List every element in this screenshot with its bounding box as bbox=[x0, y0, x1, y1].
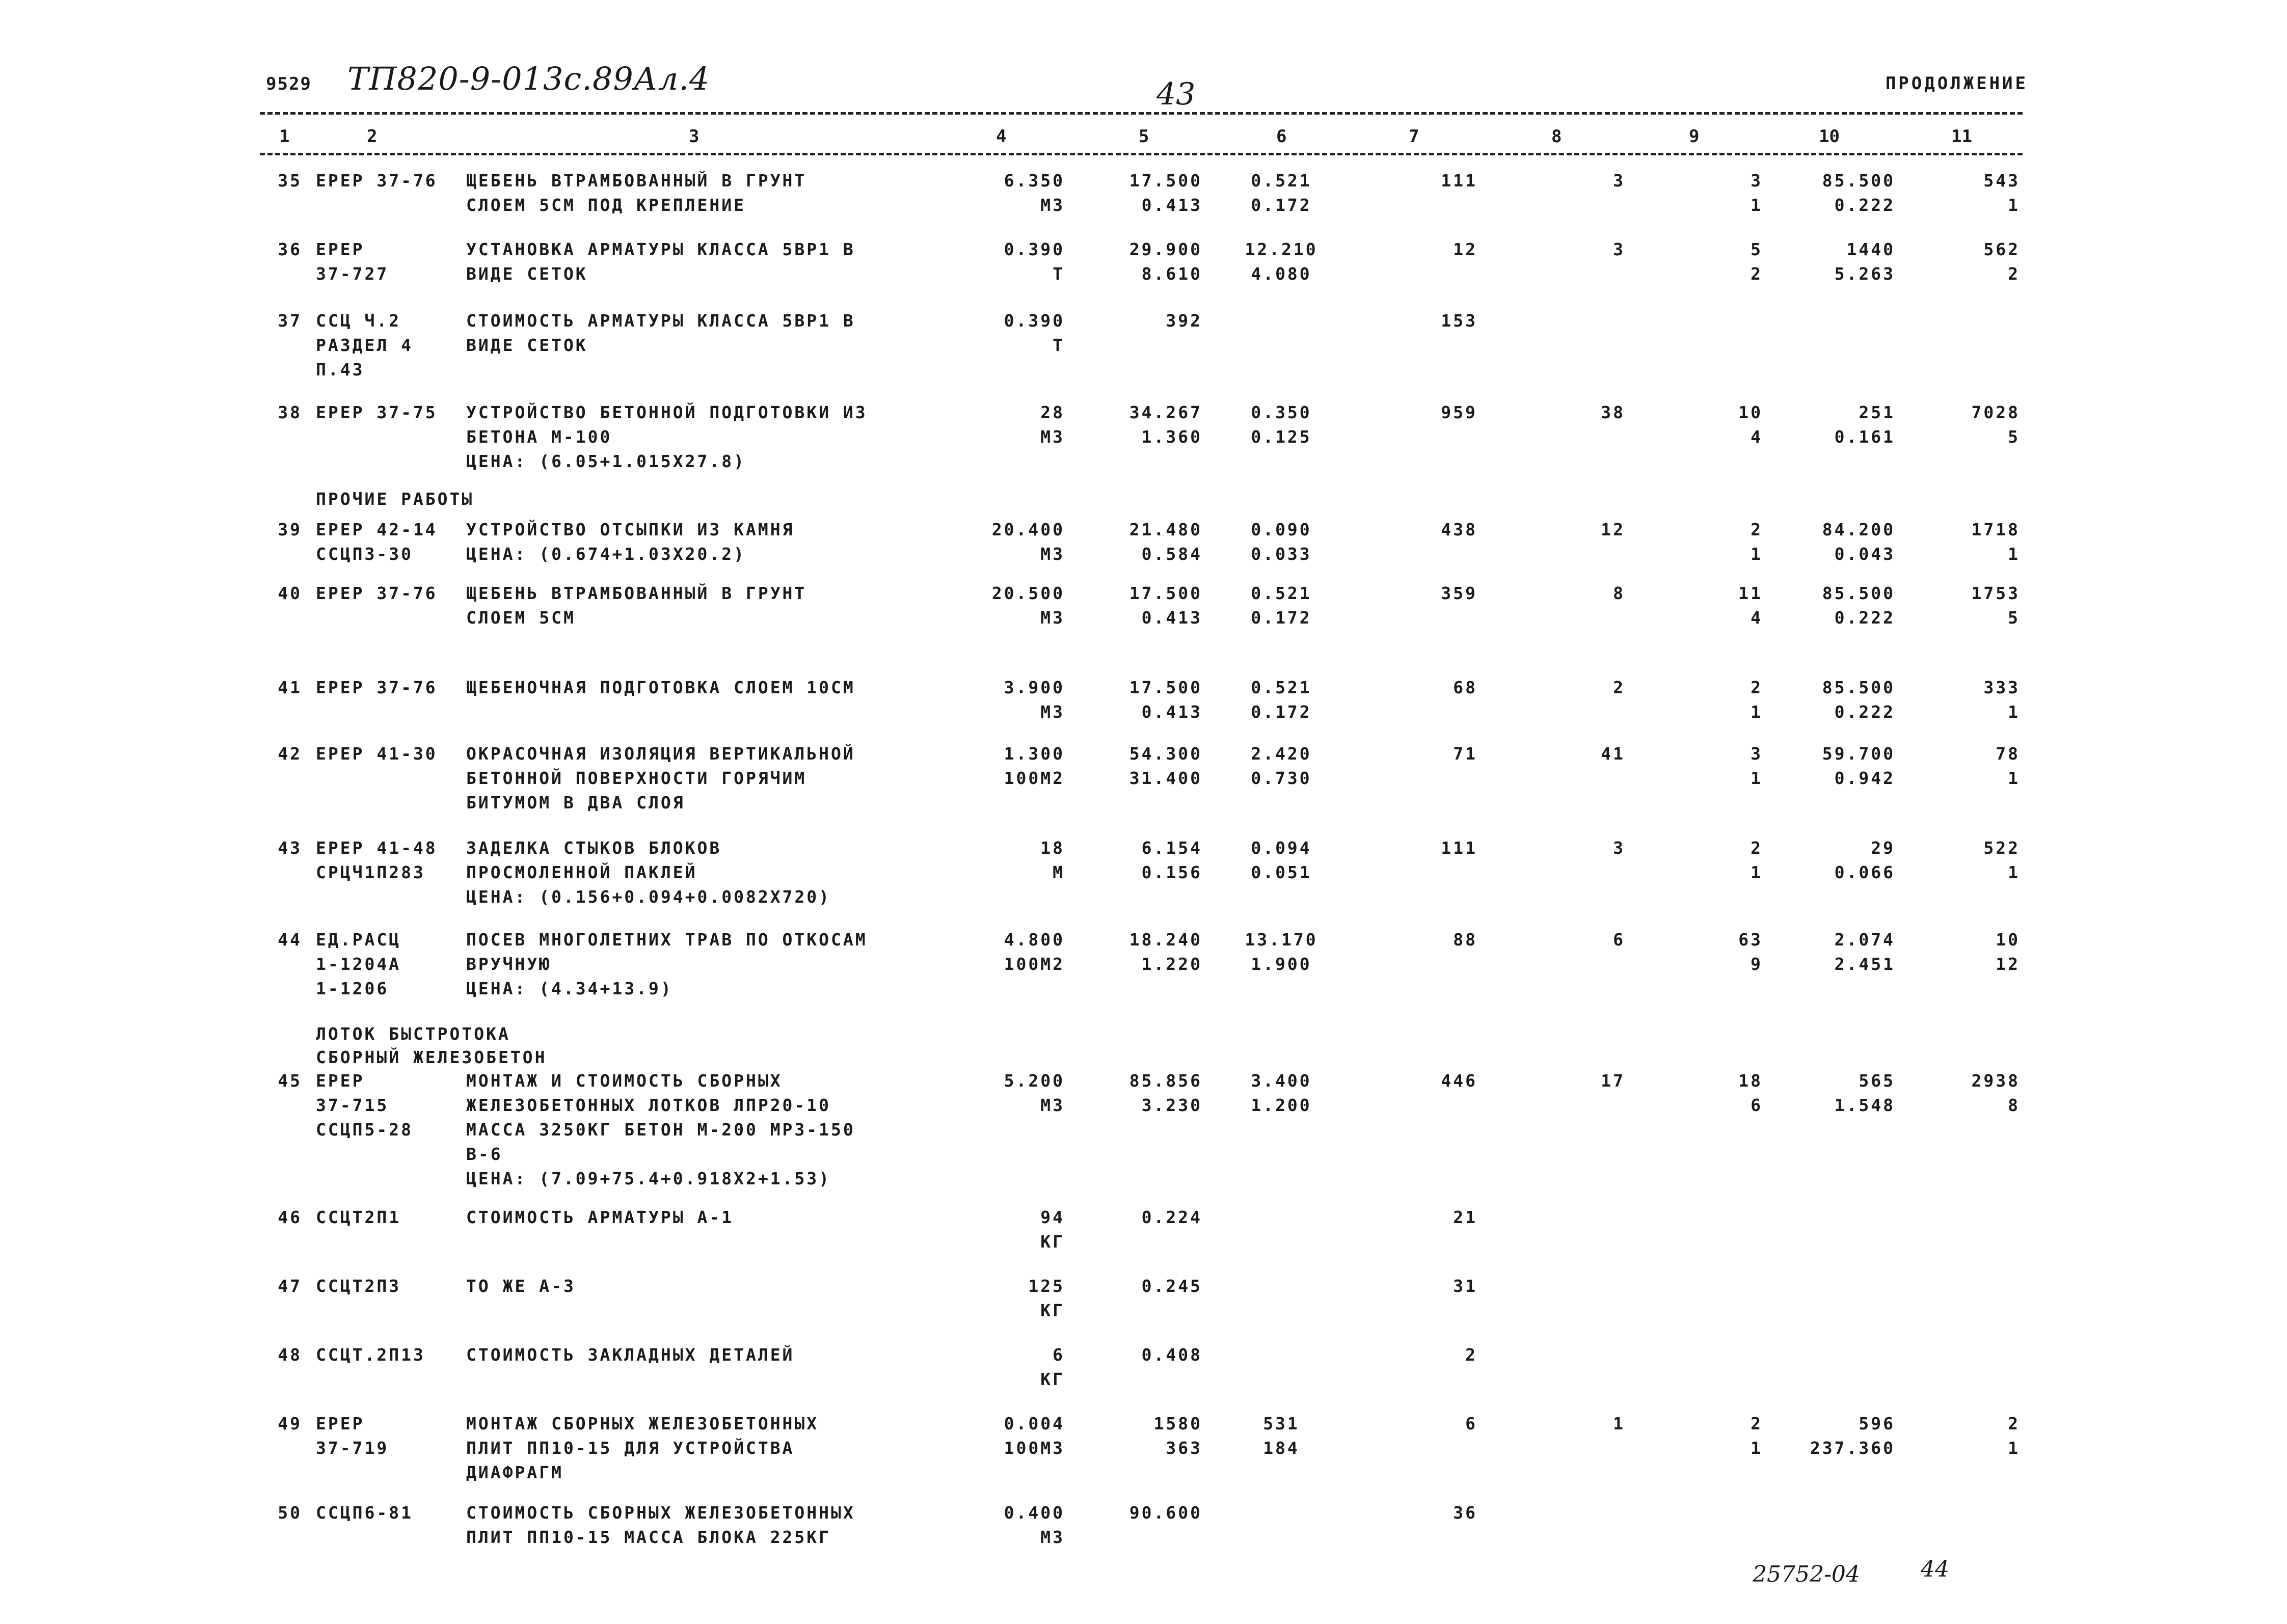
row-value-c8: 17 bbox=[1601, 1071, 1625, 1091]
row-description: ПЛИТ ПП10-15 ДЛЯ УСТРОЙСТВА bbox=[466, 1438, 795, 1458]
row-value-c9: 4 bbox=[1751, 608, 1763, 628]
row-value-c9: 1 bbox=[1751, 195, 1763, 215]
row-value-c6: 0.094 bbox=[1251, 838, 1312, 858]
row-value-c4: 3.900 bbox=[1004, 678, 1065, 697]
row-value-c4: 20.400 bbox=[991, 520, 1065, 539]
row-value-c7: 2 bbox=[1465, 1345, 1477, 1365]
row-value-c5: 1580 bbox=[1153, 1414, 1202, 1433]
row-description: ПРОСМОЛЕННОЙ ПАКЛЕЙ bbox=[466, 862, 697, 882]
row-number: 50 bbox=[278, 1503, 302, 1523]
row-norm-code: ЕРЕР 37-76 bbox=[316, 583, 438, 603]
row-value-c6: 0.350 bbox=[1251, 402, 1312, 422]
row-value-c7: 36 bbox=[1453, 1503, 1477, 1523]
row-value-c11: 7028 bbox=[1971, 402, 2020, 422]
row-value-c6: 0.172 bbox=[1251, 608, 1312, 628]
row-value-c11: 5 bbox=[2008, 427, 2020, 447]
row-value-c9: 4 bbox=[1751, 427, 1763, 447]
row-value-c5: 18.240 bbox=[1129, 930, 1202, 950]
row-value-c4: 1.300 bbox=[1004, 744, 1065, 764]
row-description: ЦЕНА: (4.34+13.9) bbox=[466, 979, 673, 998]
row-value-c4: М3 bbox=[1040, 608, 1065, 628]
row-value-c6: 531 bbox=[1263, 1414, 1300, 1433]
row-value-c4: М bbox=[1053, 862, 1065, 882]
row-value-c5: 17.500 bbox=[1129, 678, 1202, 697]
row-number: 39 bbox=[278, 520, 302, 539]
row-value-c8: 3 bbox=[1613, 239, 1625, 259]
row-value-c9: 2 bbox=[1751, 838, 1763, 858]
row-value-c10: 5.263 bbox=[1834, 264, 1895, 284]
row-value-c5: 85.856 bbox=[1129, 1071, 1202, 1091]
row-value-c5: 1.360 bbox=[1141, 427, 1202, 447]
row-value-c7: 71 bbox=[1453, 744, 1477, 764]
row-value-c8: 3 bbox=[1613, 838, 1625, 858]
row-value-c6: 0.521 bbox=[1251, 171, 1312, 191]
row-value-c9: 3 bbox=[1751, 171, 1763, 191]
row-value-c8: 38 bbox=[1601, 402, 1625, 422]
row-norm-code: ЕРЕР 37-76 bbox=[316, 171, 438, 191]
row-number: 38 bbox=[278, 402, 302, 422]
row-value-c4: 0.400 bbox=[1004, 1503, 1065, 1523]
row-value-c6: 12.210 bbox=[1245, 239, 1318, 259]
row-value-c10: 29 bbox=[1871, 838, 1895, 858]
row-description: СЛОЕМ 5СМ ПОД КРЕПЛЕНИЕ bbox=[466, 195, 746, 215]
row-description: СТОИМОСТЬ АРМАТУРЫ КЛАССА 5ВР1 В bbox=[466, 311, 855, 331]
row-number: 46 bbox=[278, 1207, 302, 1227]
row-norm-code: 37-715 bbox=[316, 1095, 389, 1115]
row-value-c10: 84.200 bbox=[1822, 520, 1895, 539]
row-norm-code: ССЦТ.2П13 bbox=[316, 1345, 425, 1365]
row-description: ЖЕЛЕЗОБЕТОННЫХ ЛОТКОВ ЛПР20-10 bbox=[466, 1095, 831, 1115]
row-value-c5: 29.900 bbox=[1129, 239, 1202, 259]
row-value-c9: 2 bbox=[1751, 520, 1763, 539]
row-value-c4: 5.200 bbox=[1004, 1071, 1065, 1091]
row-value-c4: 6.350 bbox=[1004, 171, 1065, 191]
row-description: ПОСЕВ МНОГОЛЕТНИХ ТРАВ ПО ОТКОСАМ bbox=[466, 930, 868, 950]
row-value-c7: 12 bbox=[1453, 239, 1477, 259]
row-value-c10: 0.222 bbox=[1834, 195, 1895, 215]
row-value-c4: 4.800 bbox=[1004, 930, 1065, 950]
row-value-c10: 1440 bbox=[1846, 239, 1895, 259]
row-value-c10: 85.500 bbox=[1822, 678, 1895, 697]
row-value-c6: 0.172 bbox=[1251, 195, 1312, 215]
row-norm-code: ЕРЕР bbox=[316, 1414, 365, 1433]
row-description: МАССА 3250КГ БЕТОН М-200 МРЗ-150 bbox=[466, 1120, 855, 1140]
row-value-c6: 1.200 bbox=[1251, 1095, 1312, 1115]
row-value-c4: КГ bbox=[1040, 1301, 1065, 1320]
row-value-c11: 1 bbox=[2008, 195, 2020, 215]
row-value-c5: 0.156 bbox=[1141, 862, 1202, 882]
row-norm-code: ЕРЕР 37-76 bbox=[316, 678, 438, 697]
row-norm-code: П.43 bbox=[316, 360, 365, 380]
row-value-c11: 78 bbox=[1996, 744, 2020, 764]
row-value-c11: 12 bbox=[1996, 954, 2020, 974]
row-description: БЕТОННОЙ ПОВЕРХНОСТИ ГОРЯЧИМ bbox=[466, 768, 807, 788]
row-value-c4: 100М3 bbox=[1004, 1438, 1065, 1458]
row-value-c9: 9 bbox=[1751, 954, 1763, 974]
row-value-c8: 6 bbox=[1613, 930, 1625, 950]
row-value-c4: М3 bbox=[1040, 1527, 1065, 1547]
row-description: ВРУЧНУЮ bbox=[466, 954, 552, 974]
row-norm-code: ЕРЕР 37-75 bbox=[316, 402, 438, 422]
row-value-c4: 100М2 bbox=[1004, 954, 1065, 974]
row-value-c9: 18 bbox=[1738, 1071, 1763, 1091]
row-norm-code: ССЦ Ч.2 bbox=[316, 311, 401, 331]
row-value-c4: М3 bbox=[1040, 195, 1065, 215]
row-description: УСТАНОВКА АРМАТУРЫ КЛАССА 5ВР1 В bbox=[466, 239, 855, 259]
row-value-c8: 1 bbox=[1613, 1414, 1625, 1433]
row-norm-code: 37-727 bbox=[316, 264, 389, 284]
row-value-c11: 1 bbox=[2008, 544, 2020, 564]
continuation-label: ПРОДОЛЖЕНИЕ bbox=[1885, 73, 2028, 94]
row-description: ПЛИТ ПП10-15 МАССА БЛОКА 225КГ bbox=[466, 1527, 831, 1547]
row-value-c4: 0.390 bbox=[1004, 239, 1065, 259]
row-value-c7: 6 bbox=[1465, 1414, 1477, 1433]
row-norm-code: ССЦП6-81 bbox=[316, 1503, 413, 1523]
row-number: 42 bbox=[278, 744, 302, 764]
row-value-c4: 125 bbox=[1028, 1276, 1065, 1296]
row-number: 37 bbox=[278, 311, 302, 331]
row-value-c9: 1 bbox=[1751, 702, 1763, 722]
row-norm-code: ССЦП5-28 bbox=[316, 1120, 413, 1140]
row-value-c5: 0.413 bbox=[1141, 608, 1202, 628]
row-value-c4: М3 bbox=[1040, 702, 1065, 722]
column-header-9: 9 bbox=[1689, 126, 1700, 147]
row-value-c4: М3 bbox=[1040, 1095, 1065, 1115]
column-header-11: 11 bbox=[1951, 126, 1972, 147]
row-value-c8: 8 bbox=[1613, 583, 1625, 603]
row-value-c6: 0.172 bbox=[1251, 702, 1312, 722]
row-value-c8: 2 bbox=[1613, 678, 1625, 697]
row-value-c4: 0.390 bbox=[1004, 311, 1065, 331]
header-rule bbox=[260, 153, 2023, 155]
row-value-c11: 543 bbox=[1983, 171, 2020, 191]
row-value-c8: 3 bbox=[1613, 171, 1625, 191]
row-description: ВИДЕ СЕТОК bbox=[466, 264, 588, 284]
row-description: ДИАФРАГМ bbox=[466, 1463, 563, 1482]
row-value-c10: 596 bbox=[1859, 1414, 1895, 1433]
section-heading: СБОРНЫЙ ЖЕЛЕЗОБЕТОН bbox=[316, 1047, 547, 1067]
column-header-3: 3 bbox=[689, 126, 699, 147]
row-value-c6: 1.900 bbox=[1251, 954, 1312, 974]
row-value-c7: 153 bbox=[1441, 311, 1477, 331]
row-description: ЗАДЕЛКА СТЫКОВ БЛОКОВ bbox=[466, 838, 722, 858]
row-value-c4: Т bbox=[1053, 335, 1065, 355]
row-value-c10: 85.500 bbox=[1822, 583, 1895, 603]
row-value-c4: КГ bbox=[1040, 1369, 1065, 1389]
row-value-c7: 438 bbox=[1441, 520, 1477, 539]
row-value-c4: КГ bbox=[1040, 1232, 1065, 1252]
page-number: 43 bbox=[1156, 76, 1196, 112]
row-description: ЦЕНА: (6.05+1.015Х27.8) bbox=[466, 451, 746, 471]
row-value-c6: 0.521 bbox=[1251, 583, 1312, 603]
row-norm-code: ЕД.РАСЦ bbox=[316, 930, 401, 950]
row-value-c11: 1 bbox=[2008, 768, 2020, 788]
row-value-c7: 111 bbox=[1441, 171, 1477, 191]
row-value-c10: 0.066 bbox=[1834, 862, 1895, 882]
row-value-c11: 2 bbox=[2008, 264, 2020, 284]
row-value-c11: 1 bbox=[2008, 1438, 2020, 1458]
row-value-c6: 0.730 bbox=[1251, 768, 1312, 788]
row-norm-code: ЕРЕР 42-14 bbox=[316, 520, 438, 539]
row-value-c5: 392 bbox=[1166, 311, 1202, 331]
row-value-c9: 2 bbox=[1751, 678, 1763, 697]
row-value-c4: М3 bbox=[1040, 427, 1065, 447]
row-norm-code: ССЦП3-30 bbox=[316, 544, 413, 564]
row-value-c5: 363 bbox=[1166, 1438, 1202, 1458]
row-value-c4: 6 bbox=[1053, 1345, 1065, 1365]
row-value-c9: 1 bbox=[1751, 1438, 1763, 1458]
row-number: 35 bbox=[278, 171, 302, 191]
row-value-c5: 0.413 bbox=[1141, 702, 1202, 722]
column-header-6: 6 bbox=[1276, 126, 1287, 147]
row-norm-code: ЕРЕР 41-48 bbox=[316, 838, 438, 858]
row-value-c4: 20.500 bbox=[991, 583, 1065, 603]
row-value-c6: 2.420 bbox=[1251, 744, 1312, 764]
row-number: 36 bbox=[278, 239, 302, 259]
row-description: МОНТАЖ СБОРНЫХ ЖЕЛЕЗОБЕТОННЫХ bbox=[466, 1414, 819, 1433]
row-description: ЩЕБЕНЬ ВТРАМБОВАННЫЙ В ГРУНТ bbox=[466, 171, 807, 191]
row-description: МОНТАЖ И СТОИМОСТЬ СБОРНЫХ bbox=[466, 1071, 783, 1091]
row-value-c10: 0.222 bbox=[1834, 702, 1895, 722]
row-value-c5: 17.500 bbox=[1129, 583, 1202, 603]
row-value-c11: 10 bbox=[1996, 930, 2020, 950]
row-value-c7: 111 bbox=[1441, 838, 1477, 858]
row-value-c10: 0.161 bbox=[1834, 427, 1895, 447]
row-value-c4: 100М2 bbox=[1004, 768, 1065, 788]
row-value-c4: 28 bbox=[1040, 402, 1065, 422]
footer-stamp: 25752-04 bbox=[1753, 1561, 1860, 1587]
row-value-c5: 0.584 bbox=[1141, 544, 1202, 564]
row-value-c4: 0.004 bbox=[1004, 1414, 1065, 1433]
row-value-c7: 446 bbox=[1441, 1071, 1477, 1091]
row-number: 48 bbox=[278, 1345, 302, 1365]
row-description: УСТРОЙСТВО БЕТОННОЙ ПОДГОТОВКИ ИЗ bbox=[466, 402, 868, 422]
row-value-c11: 1 bbox=[2008, 702, 2020, 722]
row-description: ВИДЕ СЕТОК bbox=[466, 335, 588, 355]
row-description: В-6 bbox=[466, 1144, 503, 1164]
row-description: ЦЕНА: (7.09+75.4+0.918Х2+1.53) bbox=[466, 1169, 831, 1188]
row-value-c7: 31 bbox=[1453, 1276, 1477, 1296]
row-value-c10: 0.222 bbox=[1834, 608, 1895, 628]
row-value-c6: 0.051 bbox=[1251, 862, 1312, 882]
row-description: СТОИМОСТЬ СБОРНЫХ ЖЕЛЕЗОБЕТОННЫХ bbox=[466, 1503, 855, 1523]
row-value-c9: 1 bbox=[1751, 768, 1763, 788]
row-value-c9: 1 bbox=[1751, 862, 1763, 882]
row-number: 45 bbox=[278, 1071, 302, 1091]
row-norm-code: 1-1206 bbox=[316, 979, 389, 998]
row-description: СТОИМОСТЬ ЗАКЛАДНЫХ ДЕТАЛЕЙ bbox=[466, 1345, 795, 1365]
row-value-c10: 1.548 bbox=[1834, 1095, 1895, 1115]
row-norm-code: СРЦЧ1П283 bbox=[316, 862, 425, 882]
row-value-c4: М3 bbox=[1040, 544, 1065, 564]
row-norm-code: 1-1204А bbox=[316, 954, 401, 974]
row-value-c4: 18 bbox=[1040, 838, 1065, 858]
row-value-c8: 12 bbox=[1601, 520, 1625, 539]
row-value-c6: 0.125 bbox=[1251, 427, 1312, 447]
row-value-c11: 1718 bbox=[1971, 520, 2020, 539]
row-value-c10: 0.043 bbox=[1834, 544, 1895, 564]
row-value-c6: 184 bbox=[1263, 1438, 1300, 1458]
row-value-c4: 94 bbox=[1040, 1207, 1065, 1227]
row-value-c5: 21.480 bbox=[1129, 520, 1202, 539]
row-value-c10: 565 bbox=[1859, 1071, 1895, 1091]
row-description: ЩЕБЕНЬ ВТРАМБОВАННЫЙ В ГРУНТ bbox=[466, 583, 807, 603]
section-heading: ЛОТОК БЫСТРОТОКА bbox=[316, 1024, 510, 1044]
row-value-c5: 0.408 bbox=[1141, 1345, 1202, 1365]
row-norm-code: РАЗДЕЛ 4 bbox=[316, 335, 413, 355]
row-value-c5: 90.600 bbox=[1129, 1503, 1202, 1523]
row-value-c5: 0.224 bbox=[1141, 1207, 1202, 1227]
row-value-c5: 3.230 bbox=[1141, 1095, 1202, 1115]
section-heading: ПРОЧИЕ РАБОТЫ bbox=[316, 489, 474, 509]
row-value-c6: 4.080 bbox=[1251, 264, 1312, 284]
row-value-c5: 54.300 bbox=[1129, 744, 1202, 764]
row-norm-code: ЕРЕР bbox=[316, 1071, 365, 1091]
row-norm-code: ССЦТ2П3 bbox=[316, 1276, 401, 1296]
row-value-c10: 251 bbox=[1859, 402, 1895, 422]
row-value-c6: 0.521 bbox=[1251, 678, 1312, 697]
row-value-c6: 0.033 bbox=[1251, 544, 1312, 564]
row-value-c9: 6 bbox=[1751, 1095, 1763, 1115]
row-description: ЦЕНА: (0.156+0.094+0.0082Х720) bbox=[466, 887, 831, 907]
row-value-c5: 0.245 bbox=[1141, 1276, 1202, 1296]
column-header-10: 10 bbox=[1819, 126, 1840, 147]
column-header-8: 8 bbox=[1551, 126, 1562, 147]
row-value-c9: 2 bbox=[1751, 1414, 1763, 1433]
row-value-c10: 2.074 bbox=[1834, 930, 1895, 950]
row-number: 41 bbox=[278, 678, 302, 697]
row-value-c5: 34.267 bbox=[1129, 402, 1202, 422]
top-rule bbox=[260, 112, 2023, 115]
row-number: 40 bbox=[278, 583, 302, 603]
footer-sheet-number: 44 bbox=[1921, 1556, 1949, 1582]
row-value-c5: 1.220 bbox=[1141, 954, 1202, 974]
row-value-c9: 3 bbox=[1751, 744, 1763, 764]
row-number: 44 bbox=[278, 930, 302, 950]
row-value-c9: 11 bbox=[1738, 583, 1763, 603]
row-description: БИТУМОМ В ДВА СЛОЯ bbox=[466, 793, 685, 813]
row-value-c11: 5 bbox=[2008, 608, 2020, 628]
row-number: 49 bbox=[278, 1414, 302, 1433]
row-description: ЦЕНА: (0.674+1.03Х20.2) bbox=[466, 544, 746, 564]
row-value-c11: 333 bbox=[1983, 678, 2020, 697]
row-value-c11: 8 bbox=[2008, 1095, 2020, 1115]
row-value-c6: 3.400 bbox=[1251, 1071, 1312, 1091]
row-value-c7: 959 bbox=[1441, 402, 1477, 422]
column-header-7: 7 bbox=[1409, 126, 1419, 147]
row-norm-code: ССЦТ2П1 bbox=[316, 1207, 401, 1227]
row-description: БЕТОНА М-100 bbox=[466, 427, 612, 447]
row-description: УСТРОЙСТВО ОТСЫПКИ ИЗ КАМНЯ bbox=[466, 520, 795, 539]
row-description: ЩЕБЕНОЧНАЯ ПОДГОТОВКА СЛОЕМ 10СМ bbox=[466, 678, 855, 697]
row-description: ОКРАСОЧНАЯ ИЗОЛЯЦИЯ ВЕРТИКАЛЬНОЙ bbox=[466, 744, 855, 764]
row-value-c4: Т bbox=[1053, 264, 1065, 284]
row-number: 47 bbox=[278, 1276, 302, 1296]
row-value-c11: 1753 bbox=[1971, 583, 2020, 603]
row-norm-code: ЕРЕР 41-30 bbox=[316, 744, 438, 764]
column-header-4: 4 bbox=[996, 126, 1007, 147]
row-value-c5: 17.500 bbox=[1129, 171, 1202, 191]
row-norm-code: ЕРЕР bbox=[316, 239, 365, 259]
row-value-c11: 522 bbox=[1983, 838, 2020, 858]
row-value-c5: 8.610 bbox=[1141, 264, 1202, 284]
row-value-c11: 2 bbox=[2008, 1414, 2020, 1433]
row-value-c10: 2.451 bbox=[1834, 954, 1895, 974]
column-header-5: 5 bbox=[1139, 126, 1149, 147]
row-description: СЛОЕМ 5СМ bbox=[466, 608, 576, 628]
row-value-c11: 1 bbox=[2008, 862, 2020, 882]
row-value-c7: 68 bbox=[1453, 678, 1477, 697]
column-header-2: 2 bbox=[367, 126, 378, 147]
row-value-c6: 13.170 bbox=[1245, 930, 1318, 950]
row-value-c7: 88 bbox=[1453, 930, 1477, 950]
row-number: 43 bbox=[278, 838, 302, 858]
row-value-c9: 1 bbox=[1751, 544, 1763, 564]
row-value-c7: 359 bbox=[1441, 583, 1477, 603]
row-description: ТО ЖЕ А-3 bbox=[466, 1276, 576, 1296]
row-value-c7: 21 bbox=[1453, 1207, 1477, 1227]
document-title: ТП820-9-013с.89Ал.4 bbox=[347, 60, 710, 97]
row-value-c8: 41 bbox=[1601, 744, 1625, 764]
row-description: СТОИМОСТЬ АРМАТУРЫ А-1 bbox=[466, 1207, 734, 1227]
row-value-c5: 31.400 bbox=[1129, 768, 1202, 788]
row-value-c9: 5 bbox=[1751, 239, 1763, 259]
row-value-c5: 6.154 bbox=[1141, 838, 1202, 858]
row-value-c11: 2938 bbox=[1971, 1071, 2020, 1091]
row-value-c10: 237.360 bbox=[1810, 1438, 1895, 1458]
row-value-c10: 85.500 bbox=[1822, 171, 1895, 191]
column-header-1: 1 bbox=[279, 126, 290, 147]
row-value-c9: 2 bbox=[1751, 264, 1763, 284]
row-value-c9: 63 bbox=[1738, 930, 1763, 950]
row-value-c6: 0.090 bbox=[1251, 520, 1312, 539]
row-value-c5: 0.413 bbox=[1141, 195, 1202, 215]
row-value-c11: 562 bbox=[1983, 239, 2020, 259]
row-value-c10: 59.700 bbox=[1822, 744, 1895, 764]
row-value-c9: 10 bbox=[1738, 402, 1763, 422]
row-norm-code: 37-719 bbox=[316, 1438, 389, 1458]
document-code: 9529 bbox=[266, 74, 312, 94]
row-value-c10: 0.942 bbox=[1834, 768, 1895, 788]
